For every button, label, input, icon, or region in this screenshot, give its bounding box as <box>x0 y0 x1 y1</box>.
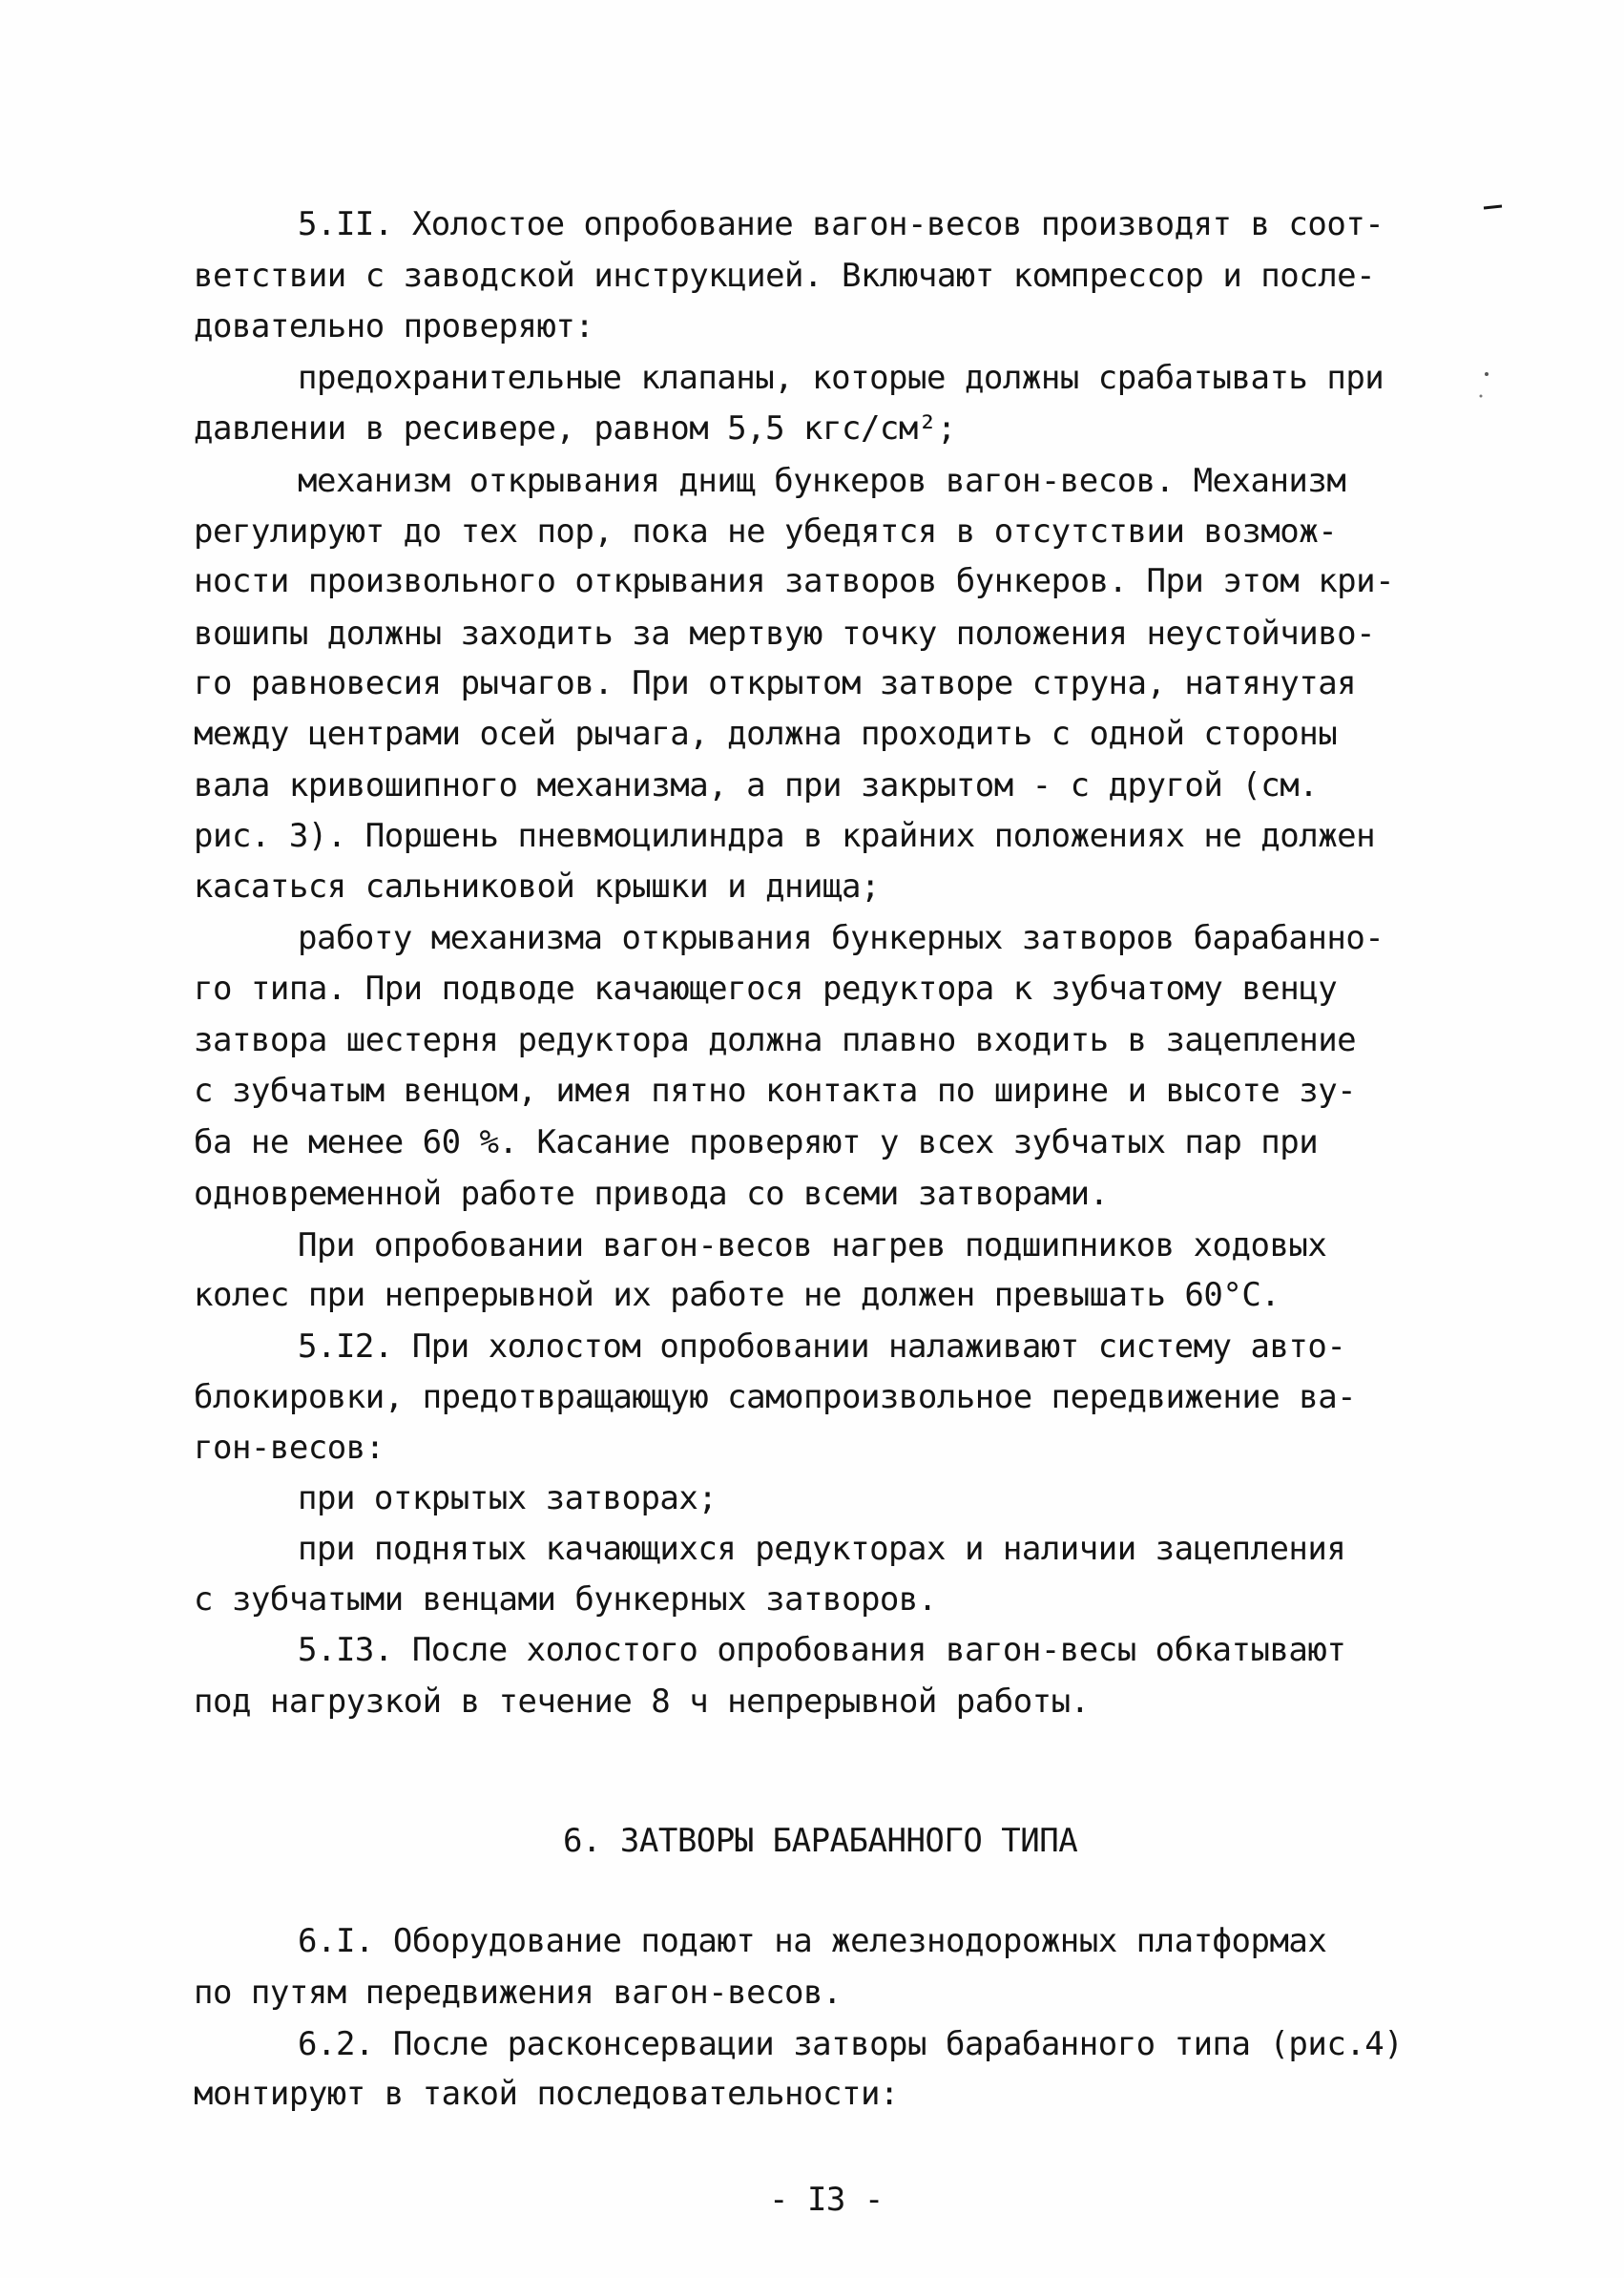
text-line: 6.I. Оборудование подают на железнодорожных платформах <box>298 1922 1327 1960</box>
text-line: с зубчатыми венцами бункерных затворов. <box>194 1580 937 1619</box>
text-line: предохранительные клапаны, которые должны срабатывать при <box>298 359 1385 397</box>
text-line: давлении в ресивере, равном 5,5 кгс/см²; <box>194 409 956 448</box>
text-line: 6.2. После расконсервации затворы барабанного типа (рис.4) <box>298 2025 1404 2063</box>
scan-mark <box>1484 206 1502 208</box>
text-line: одновременной работе привода со всеми затворами. <box>194 1175 1109 1213</box>
text-line: под нагрузкой в течение 8 ч непрерывной работы. <box>194 1682 1090 1721</box>
scan-mark <box>1485 372 1489 376</box>
text-line: при поднятых качающихся редукторах и наличии зацепления <box>298 1530 1346 1568</box>
text-line: ба не менее 60 %. Касание проверяют у всех зубчатых пар при <box>194 1123 1319 1161</box>
text-line: ности произвольного открывания затворов бункеров. При этом кри- <box>194 562 1395 600</box>
text-line: гон-весов: <box>194 1429 385 1467</box>
text-line: монтируют в такой последовательности: <box>194 2075 899 2113</box>
text-line: регулируют до тех пор, пока не убедятся в отсутствии возмож- <box>194 512 1338 551</box>
text-line: 5.II. Холостое опробование вагон-весов производят в соот- <box>298 205 1385 243</box>
text-line: При опробовании вагон-весов нагрев подшипников ходовых <box>298 1226 1327 1264</box>
text-line: между центрами осей рычага, должна проходить с одной стороны <box>194 715 1338 753</box>
text-line: вала кривошипного механизма, а при закрытом - с другой (см. <box>194 766 1319 805</box>
text-line: блокировки, предотвращающую самопроизвольное передвижение ва- <box>194 1378 1357 1416</box>
text-line: с зубчатым венцом, имея пятно контакта по ширине и высоте зу- <box>194 1072 1357 1110</box>
text-line: го типа. При подводе качающегося редуктора к зубчатому венцу <box>194 970 1338 1008</box>
text-line: ветствии с заводской инструкцией. Включают компрессор и после- <box>194 257 1376 295</box>
text-line: рис. 3). Поршень пневмоцилиндра в крайних положениях не должен <box>194 817 1376 855</box>
text-line: 5.I2. При холостом опробовании налаживают систему авто- <box>298 1327 1346 1366</box>
text-line: касаться сальниковой крышки и днища; <box>194 867 880 906</box>
text-line: работу механизма открывания бункерных затворов барабанно- <box>298 919 1385 957</box>
text-line: 5.I3. После холостого опробования вагон-весы обкатывают <box>298 1631 1346 1669</box>
text-line: механизм открывания днищ бункеров вагон-весов. Механизм <box>298 462 1346 500</box>
text-line: го равновесия рычагов. При открытом затворе струна, натянутая <box>194 664 1357 702</box>
text-line: при открытых затворах; <box>298 1479 718 1517</box>
text-line: довательно проверяют: <box>194 307 594 345</box>
text-line: по путям передвижения вагон-весов. <box>194 1974 842 2012</box>
page-number: - I3 - <box>769 2181 884 2219</box>
text-line: затвора шестерня редуктора должна плавно входить в зацепление <box>194 1021 1357 1059</box>
text-line: вошипы должны заходить за мертвую точку положения неустойчиво- <box>194 615 1376 653</box>
text-line: колес при непрерывной их работе не должен превышать 60°С. <box>194 1276 1280 1314</box>
section-heading: 6. ЗАТВОРЫ БАРАБАННОГО ТИПА <box>563 1822 1078 1860</box>
scan-mark <box>1480 395 1483 398</box>
